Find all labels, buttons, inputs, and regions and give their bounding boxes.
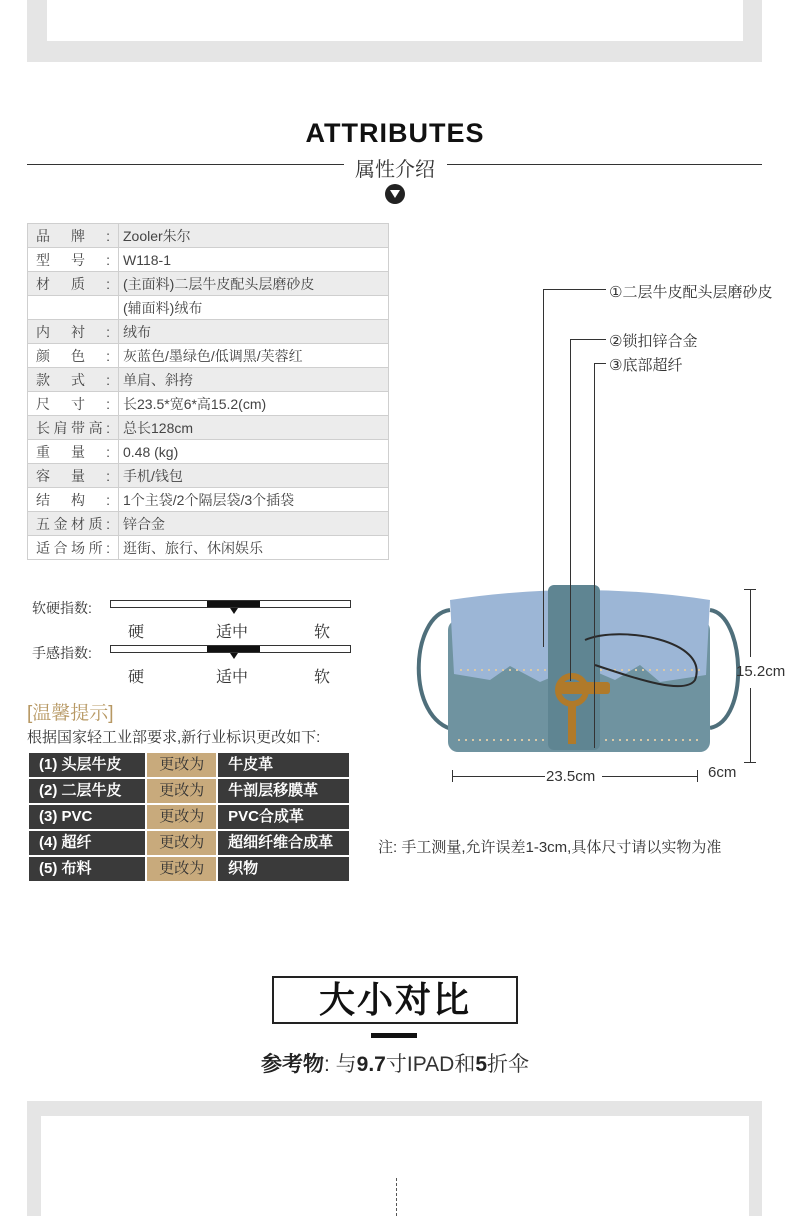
tip-row (29, 857, 349, 881)
bag-lock-plate (560, 682, 610, 694)
compare-center-dash (396, 1178, 397, 1216)
compare-reference: 参考物: 与9.7寸IPAD和5折伞 (260, 1053, 530, 1076)
spec-row (28, 344, 389, 368)
compare-title: 大小对比 (318, 979, 471, 1020)
scale-right-word: 软 (314, 624, 331, 641)
scale-left-word: 硬 (128, 669, 145, 686)
scale-fill (207, 601, 260, 607)
spec-key: 长肩带高: (28, 416, 119, 440)
tip-action: 更改为 (147, 753, 216, 777)
width-dim-tick-right (697, 770, 698, 782)
spec-value: W118-1 (119, 248, 389, 272)
tip-to: 牛皮革 (218, 753, 349, 777)
scale-bar (110, 645, 351, 653)
bag-lock-stem (568, 702, 576, 744)
spec-key: 内衬: (28, 320, 119, 344)
spec-row (28, 536, 389, 560)
callout-line-1-v (543, 289, 544, 647)
spec-key: 型号: (28, 248, 119, 272)
scale-label: 软硬指数: (32, 600, 92, 616)
spec-value: 1个主袋/2个隔层袋/3个插袋 (119, 488, 389, 512)
spec-value: 总长128cm (119, 416, 389, 440)
callout-line-2-v (570, 339, 571, 681)
measure-note: 注: 手工测量,允许误差1-3cm,具体尺寸请以实物为准 (378, 839, 722, 856)
spec-key: 容量: (28, 464, 119, 488)
height-dim-tick-bottom (744, 762, 756, 763)
spec-value: 灰蓝色/墨绿色/低调黑/芙蓉红 (119, 344, 389, 368)
tip-from: (3) PVC (29, 805, 145, 829)
spec-value: (主面料)二层牛皮配头层磨砂皮 (119, 272, 389, 296)
width-dim-tick-left (452, 770, 453, 782)
tip-from: (5) 布料 (29, 857, 145, 881)
spec-row (28, 368, 389, 392)
tip-row (29, 753, 349, 777)
spec-row (28, 224, 389, 248)
tip-from: (4) 超纤 (29, 831, 145, 855)
spec-value: 0.48 (kg) (119, 440, 389, 464)
scale-mid-word: 适中 (216, 624, 249, 641)
spec-key (28, 296, 119, 320)
tip-action: 更改为 (147, 857, 216, 881)
compare-underline (371, 1033, 417, 1038)
spec-table (27, 223, 389, 560)
bag-illustration (410, 570, 750, 770)
width-dim-label: 23.5cm (546, 768, 596, 785)
spec-value: Zooler朱尔 (119, 224, 389, 248)
spec-row (28, 320, 389, 344)
attributes-subtitle: 属性介绍 (0, 153, 790, 182)
spec-row (28, 248, 389, 272)
spec-key: 结构: (28, 488, 119, 512)
tip-from: (2) 二层牛皮 (29, 779, 145, 803)
scale-marker-icon (230, 608, 238, 614)
spec-value: (辅面料)绒布 (119, 296, 389, 320)
scale-label: 手感指数: (32, 645, 92, 661)
scale-mid-word: 适中 (216, 669, 249, 686)
tip-row (29, 831, 349, 855)
spec-key: 款式: (28, 368, 119, 392)
spec-row (28, 440, 389, 464)
callout-line-1-h (543, 289, 606, 290)
tip-title: [温馨提示] (27, 703, 114, 724)
spec-row (28, 416, 389, 440)
spec-key: 五金材质: (28, 512, 119, 536)
tip-to: 超细纤维合成革 (218, 831, 349, 855)
tip-to: PVC合成革 (218, 805, 349, 829)
callout-2: ②锁扣锌合金 (609, 333, 698, 350)
down-arrow-icon (385, 184, 405, 204)
spec-value: 绒布 (119, 320, 389, 344)
callout-1: ①二层牛皮配头层磨砂皮 (609, 284, 773, 301)
height-dim-label: 15.2cm (736, 663, 786, 680)
tip-action: 更改为 (147, 831, 216, 855)
spec-value: 单肩、斜挎 (119, 368, 389, 392)
callout-line-3-v (594, 363, 595, 748)
height-dim-line-top (750, 589, 751, 657)
spec-key: 适合场所: (28, 536, 119, 560)
callout-line-3-h (594, 363, 606, 364)
spec-value: 长23.5*宽6*高15.2(cm) (119, 392, 389, 416)
spec-key: 颜色: (28, 344, 119, 368)
callout-line-2-h (570, 339, 606, 340)
spec-row (28, 512, 389, 536)
top-image-inner (47, 0, 743, 41)
bag-strap-right (710, 610, 738, 728)
tip-action: 更改为 (147, 779, 216, 803)
tip-row (29, 779, 349, 803)
height-dim-line-bottom (750, 688, 751, 763)
depth-dim-label: 6cm (708, 764, 737, 781)
width-dim-line-left (452, 776, 545, 777)
width-dim-line-right (602, 776, 698, 777)
spec-value: 逛街、旅行、休闲娱乐 (119, 536, 389, 560)
spec-row (28, 392, 389, 416)
spec-row (28, 464, 389, 488)
spec-key: 材质: (28, 272, 119, 296)
scale-fill (207, 646, 260, 652)
spec-row (28, 296, 389, 320)
tip-row (29, 805, 349, 829)
spec-row (28, 272, 389, 296)
spec-key: 尺寸: (28, 392, 119, 416)
tip-action: 更改为 (147, 805, 216, 829)
scale-marker-icon (230, 653, 238, 659)
tip-to: 织物 (218, 857, 349, 881)
tip-text: 根据国家轻工业部要求,新行业标识更改如下: (27, 729, 321, 746)
tip-to: 牛剖层移膜革 (218, 779, 349, 803)
tip-from: (1) 头层牛皮 (29, 753, 145, 777)
height-dim-tick-top (744, 589, 756, 590)
spec-value: 锌合金 (119, 512, 389, 536)
attributes-title: ATTRIBUTES (305, 118, 485, 148)
compare-image-inner (41, 1116, 749, 1216)
spec-key: 重量: (28, 440, 119, 464)
scale-left-word: 硬 (128, 624, 145, 641)
spec-row (28, 488, 389, 512)
scale-right-word: 软 (314, 669, 331, 686)
scale-bar (110, 600, 351, 608)
spec-key: 品牌: (28, 224, 119, 248)
spec-value: 手机/钱包 (119, 464, 389, 488)
callout-3: ③底部超纤 (609, 357, 683, 374)
